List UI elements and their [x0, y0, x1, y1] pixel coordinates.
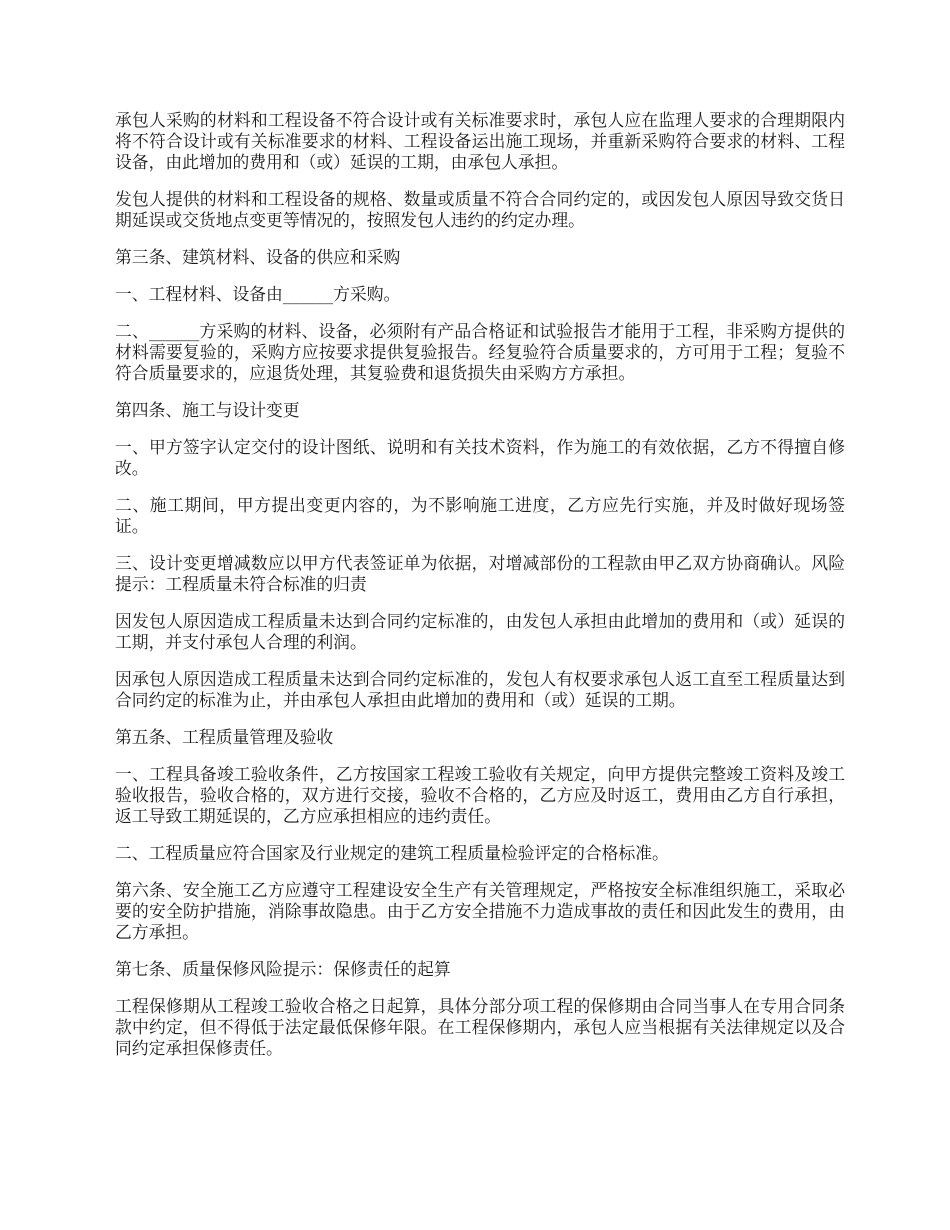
paragraph-article-3-item-1: 一、工程材料、设备由______方采购。 — [115, 284, 401, 304]
heading-article-4: 第四条、施工与设计变更 — [115, 400, 300, 420]
document-body — [115, 110, 845, 1075]
paragraph-article-4-item-2: 二、施工期间，甲方提出变更内容的，为不影响施工进度，乙方应先行实施，并及时做好现场签证。 — [115, 495, 845, 536]
heading-article-5: 第五条、工程质量管理及验收 — [115, 727, 334, 747]
heading-article-3: 第三条、建筑材料、设备的供应和采购 — [115, 247, 401, 267]
paragraph-article-4-item-3: 三、设计变更增减数应以甲方代表签证单为依据，对增减部份的工程款由甲乙双方协商确认。风险提示：工程质量未符合标准的归责 — [115, 553, 845, 594]
paragraph-article-5-item-1: 一、工程具备竣工验收条件，乙方按国家工程竣工验收有关规定，向甲方提供完整竣工资料及竣工验收报告，验收合格的，双方进行交接，验收不合格的，乙方应及时返工，费用由乙方自行承担，返工导致工期延误的，乙方应承担相应的违约责任。 — [115, 764, 845, 826]
paragraph-employer-quality-fault: 因发包人原因造成工程质量未达到合同约定标准的，由发包人承担由此增加的费用和（或）延误的工期，并支付承包人合理的利润。 — [115, 611, 845, 652]
paragraph-article-6: 第六条、安全施工乙方应遵守工程建设安全生产有关管理规定，严格按安全标准组织施工，采取必要的安全防护措施，消除事故隐患。由于乙方安全措施不力造成事故的责任和因此发生的费用，由乙方承担。 — [115, 880, 845, 942]
paragraph-contractor-quality-fault: 因承包人原因造成工程质量未达到合同约定标准的，发包人有权要求承包人返工直至工程质量达到合同约定的标准为止，并由承包人承担由此增加的费用和（或）延误的工期。 — [115, 669, 845, 710]
paragraph-warranty-period: 工程保修期从工程竣工验收合格之日起算，具体分部分项工程的保修期由合同当事人在专用合同条款中约定，但不得低于法定最低保修年限。在工程保修期内，承包人应当根据有关法律规定以及合同约定承担保修责任。 — [115, 996, 845, 1058]
paragraph-article-3-item-2: 二、______方采购的材料、设备，必须附有产品合格证和试验报告才能用于工程，非采购方提供的材料需要复验的，采购方应按要求提供复验报告。经复验符合质量要求的，方可用于工程；复验不符合质量要求的，应退货处理，其复验费和退货损失由采购方方承担。 — [115, 321, 845, 383]
heading-article-7: 第七条、质量保修风险提示：保修责任的起算 — [115, 959, 451, 979]
paragraph-article-4-item-1: 一、甲方签字认定交付的设计图纸、说明和有关技术资料，作为施工的有效依据，乙方不得擅自修改。 — [115, 437, 845, 478]
paragraph-material-nonconformity: 承包人采购的材料和工程设备不符合设计或有关标准要求时，承包人应在监理人要求的合理期限内将不符合设计或有关标准要求的材料、工程设备运出施工现场，并重新采购符合要求的材料、工程设备，由此增加的费用和（或）延误的工期，由承包人承担。 — [115, 110, 845, 172]
paragraph-article-5-item-2: 二、工程质量应符合国家及行业规定的建筑工程质量检验评定的合格标准。 — [115, 843, 669, 863]
paragraph-employer-supplied-materials: 发包人提供的材料和工程设备的规格、数量或质量不符合合同约定的，或因发包人原因导致交货日期延误或交货地点变更等情况的，按照发包人违约的约定办理。 — [115, 189, 845, 230]
